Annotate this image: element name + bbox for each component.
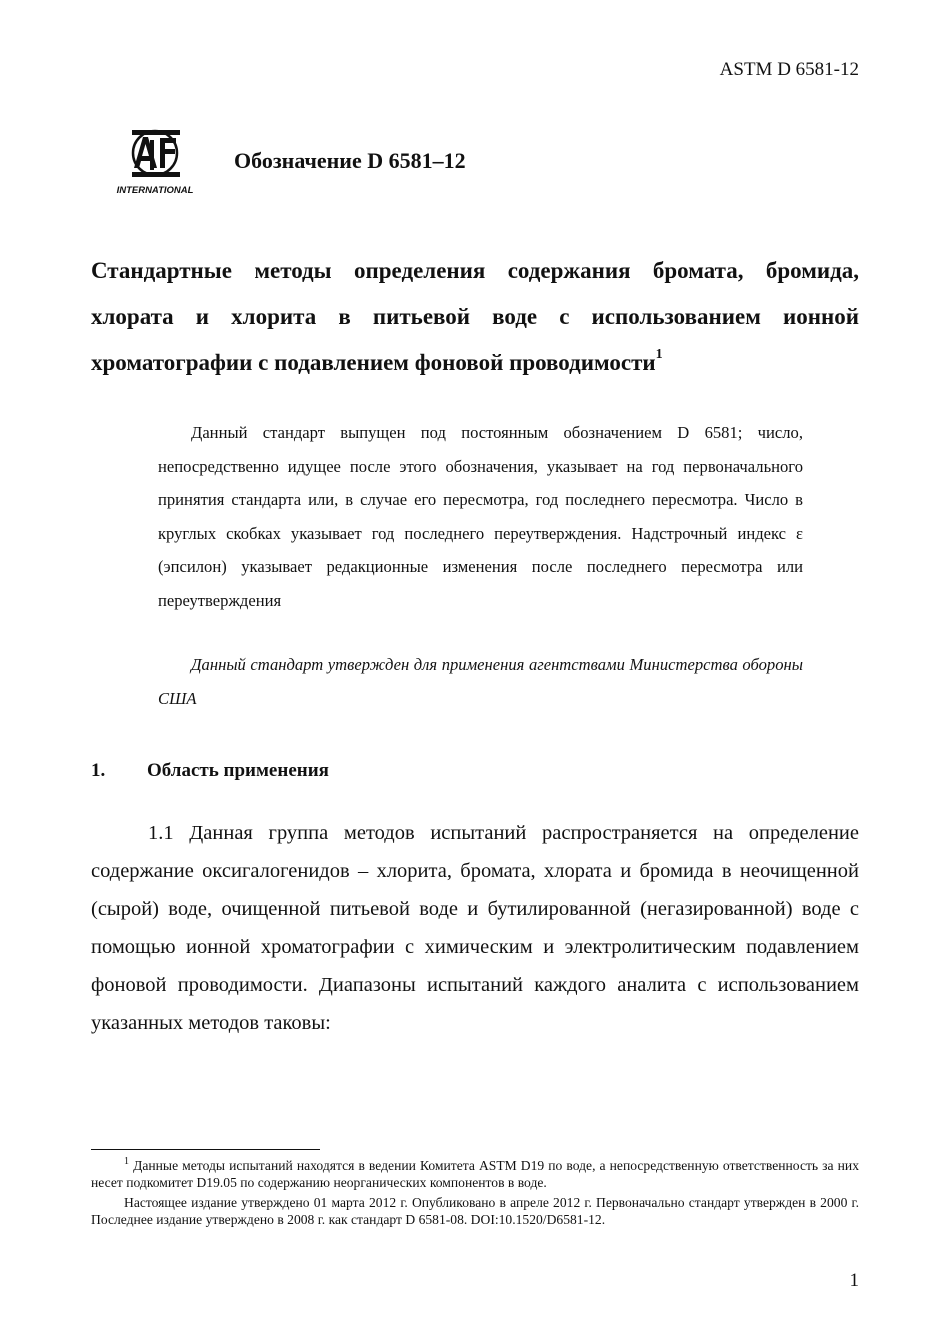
designation-notice: Данный стандарт выпущен под постоянным обозначением D 6581; число, непосредственно идущее после этого обозначения, указывает на год первоначального принятия стандарта или, в случае его пересмотра, год последнего пересмотра. Число в круглых скобках указывает год последнего переутверждения. Надстрочный индекс ε (эпсилон) указывает редакционные изменения после последнего пересмотра или переутверждения — [158, 423, 803, 610]
footnote-1-text: Данные методы испытаний находятся в ведении Комитета ASTM D19 по воде, а непосредственную ответственность за них несет подкомитет D19.05 по содержанию неорганических компонентов в воде. — [91, 1158, 859, 1191]
page-number: 1 — [849, 1270, 859, 1291]
document-code: ASTM D 6581-12 — [719, 59, 859, 80]
paragraph-1-1: 1.1 Данная группа методов испытаний распространяется на определение содержание оксигалогенидов – хлорита, бромата, хлората и бромида в неочищенной (сырой) воде, очищенной питьевой воде и бутилированной (негазированной) воде с помощью ионной хроматографии с химическим и электролитическим подавлением фоновой проводимости. Диапазоны испытаний каждого аналита с использованием указанных методов таковы: — [91, 822, 859, 1034]
section-number: 1. — [91, 760, 106, 781]
footnote-2: Настоящее издание утверждено 01 марта 2012 г. Опубликовано в апреле 2012 г. Первоначально стандарт утвержден в 2000 г. Последнее издание утверждено в 2008 г. как стандарт D 6581-08. DOI:10.1520/D6581-12. — [91, 1195, 859, 1228]
title-footnote-mark[interactable]: 1 — [655, 347, 663, 362]
dod-notice: Данный стандарт утвержден для применения агентствами Министерства обороны США — [158, 655, 803, 708]
section-title: Область применения — [147, 760, 329, 781]
footnote-1-mark: 1 — [124, 1156, 129, 1167]
document-title — [91, 248, 859, 386]
footnote-1 — [91, 1157, 859, 1192]
title-text: Стандартные методы определения содержания бромата, бромида, хлората и хлорита в питьевой воде с использованием ионной хроматографии с подавлением фоновой проводимости — [91, 258, 859, 375]
section-heading — [91, 760, 329, 782]
footnote-divider — [91, 1149, 320, 1150]
logo-label: INTERNATIONAL — [116, 185, 194, 196]
designation: Обозначение D 6581–12 — [234, 148, 466, 173]
astm-logo — [110, 128, 200, 198]
